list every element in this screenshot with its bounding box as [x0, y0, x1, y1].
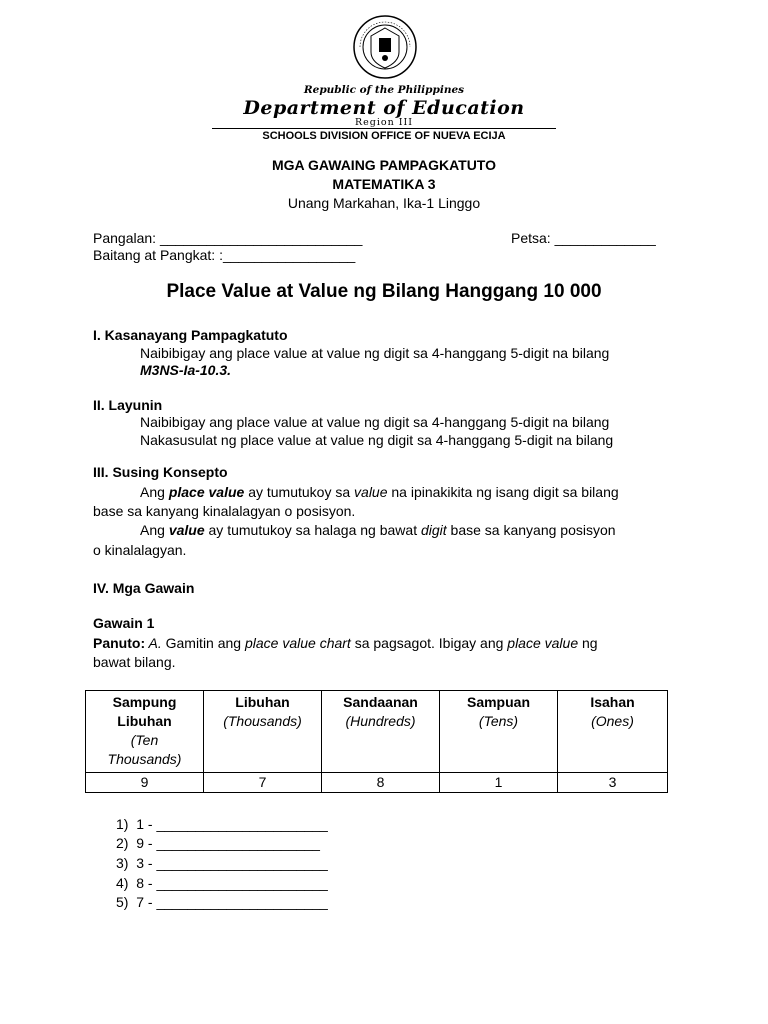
chart-value-tens: 1: [440, 773, 558, 793]
section2-line1: Naibibigay ang place value at value ng digit sa 4-hanggang 5-digit na bilang: [140, 414, 610, 430]
chart-header-tens: Sampuan (Tens): [440, 691, 558, 773]
list-item: 1) 1 - ______________________: [116, 816, 328, 832]
chart-header-hundreds: Sandaanan (Hundreds): [322, 691, 440, 773]
list-item: 5) 7 - ______________________: [116, 894, 328, 910]
section3-paragraph1: Ang place value ay tumutukoy sa value na ipinakikita ng isang digit sa bilang: [140, 484, 619, 500]
section3-paragraph2: Ang value ay tumutukoy sa halaga ng bawat digit base sa kanyang posisyon: [140, 522, 616, 538]
list-item: 4) 8 - ______________________: [116, 875, 328, 891]
place-value-chart: [85, 690, 668, 793]
quarter-text: Unang Markahan, Ika-1 Linggo: [287, 195, 481, 211]
region-text: Region III: [354, 117, 413, 128]
section3-paragraph2-cont: o kinalalagyan.: [93, 542, 187, 558]
gawain1-instructions-cont: bawat bilang.: [93, 654, 176, 670]
chart-values-row: [86, 773, 668, 793]
chart-value-thousands: 7: [204, 773, 322, 793]
gawain1-heading: Gawain 1: [93, 615, 155, 631]
list-item: 3) 3 - ______________________: [116, 855, 328, 871]
grade-section-field: Baitang at Pangkat: :_________________: [93, 247, 356, 263]
date-field: Petsa: _____________: [511, 230, 656, 246]
chart-header-thousands: Libuhan (Thousands): [204, 691, 322, 773]
list-item: 2) 9 - _____________________: [116, 835, 320, 851]
name-field: Pangalan: __________________________: [93, 230, 363, 246]
activity-title: MGA GAWAING PAMPAGKATUTO: [272, 157, 496, 173]
section2-line2: Nakasusulat ng place value at value ng digit sa 4-hanggang 5-digit na bilang: [140, 432, 614, 448]
section1-code: M3NS-Ia-10.3.: [140, 362, 232, 378]
main-title: Place Value at Value ng Bilang Hanggang 10 000: [166, 281, 602, 302]
division-text: SCHOOLS DIVISION OFFICE OF NUEVA ECIJA: [262, 130, 506, 142]
header-divider: [212, 128, 556, 129]
deped-seal-icon: [352, 14, 418, 80]
gawain1-instructions: Panuto: A. Gamitin ang place value chart sa pagsagot. Ibigay ang place value ng: [93, 635, 598, 651]
section1-line: Naibibigay ang place value at value ng digit sa 4-hanggang 5-digit na bilang: [140, 345, 610, 361]
section3-paragraph1-cont: base sa kanyang kinalalagyan o posisyon.: [93, 503, 356, 519]
chart-header-row: [86, 691, 668, 773]
chart-header-ten-thousands: Sampung Libuhan (Ten Thousands): [86, 691, 204, 773]
chart-value-ten-thousands: 9: [86, 773, 204, 793]
section2-heading: II. Layunin: [93, 397, 163, 413]
subject-title: MATEMATIKA 3: [332, 176, 436, 192]
chart-header-ones: Isahan (Ones): [558, 691, 668, 773]
chart-value-hundreds: 8: [322, 773, 440, 793]
section1-heading: I. Kasanayang Pampagkatuto: [93, 327, 288, 343]
department-title: Department of Education: [243, 97, 525, 119]
section3-heading: III. Susing Konsepto: [93, 464, 228, 480]
chart-value-ones: 3: [558, 773, 668, 793]
republic-text: Republic of the Philippines: [303, 84, 465, 96]
section4-heading: IV. Mga Gawain: [93, 580, 195, 596]
